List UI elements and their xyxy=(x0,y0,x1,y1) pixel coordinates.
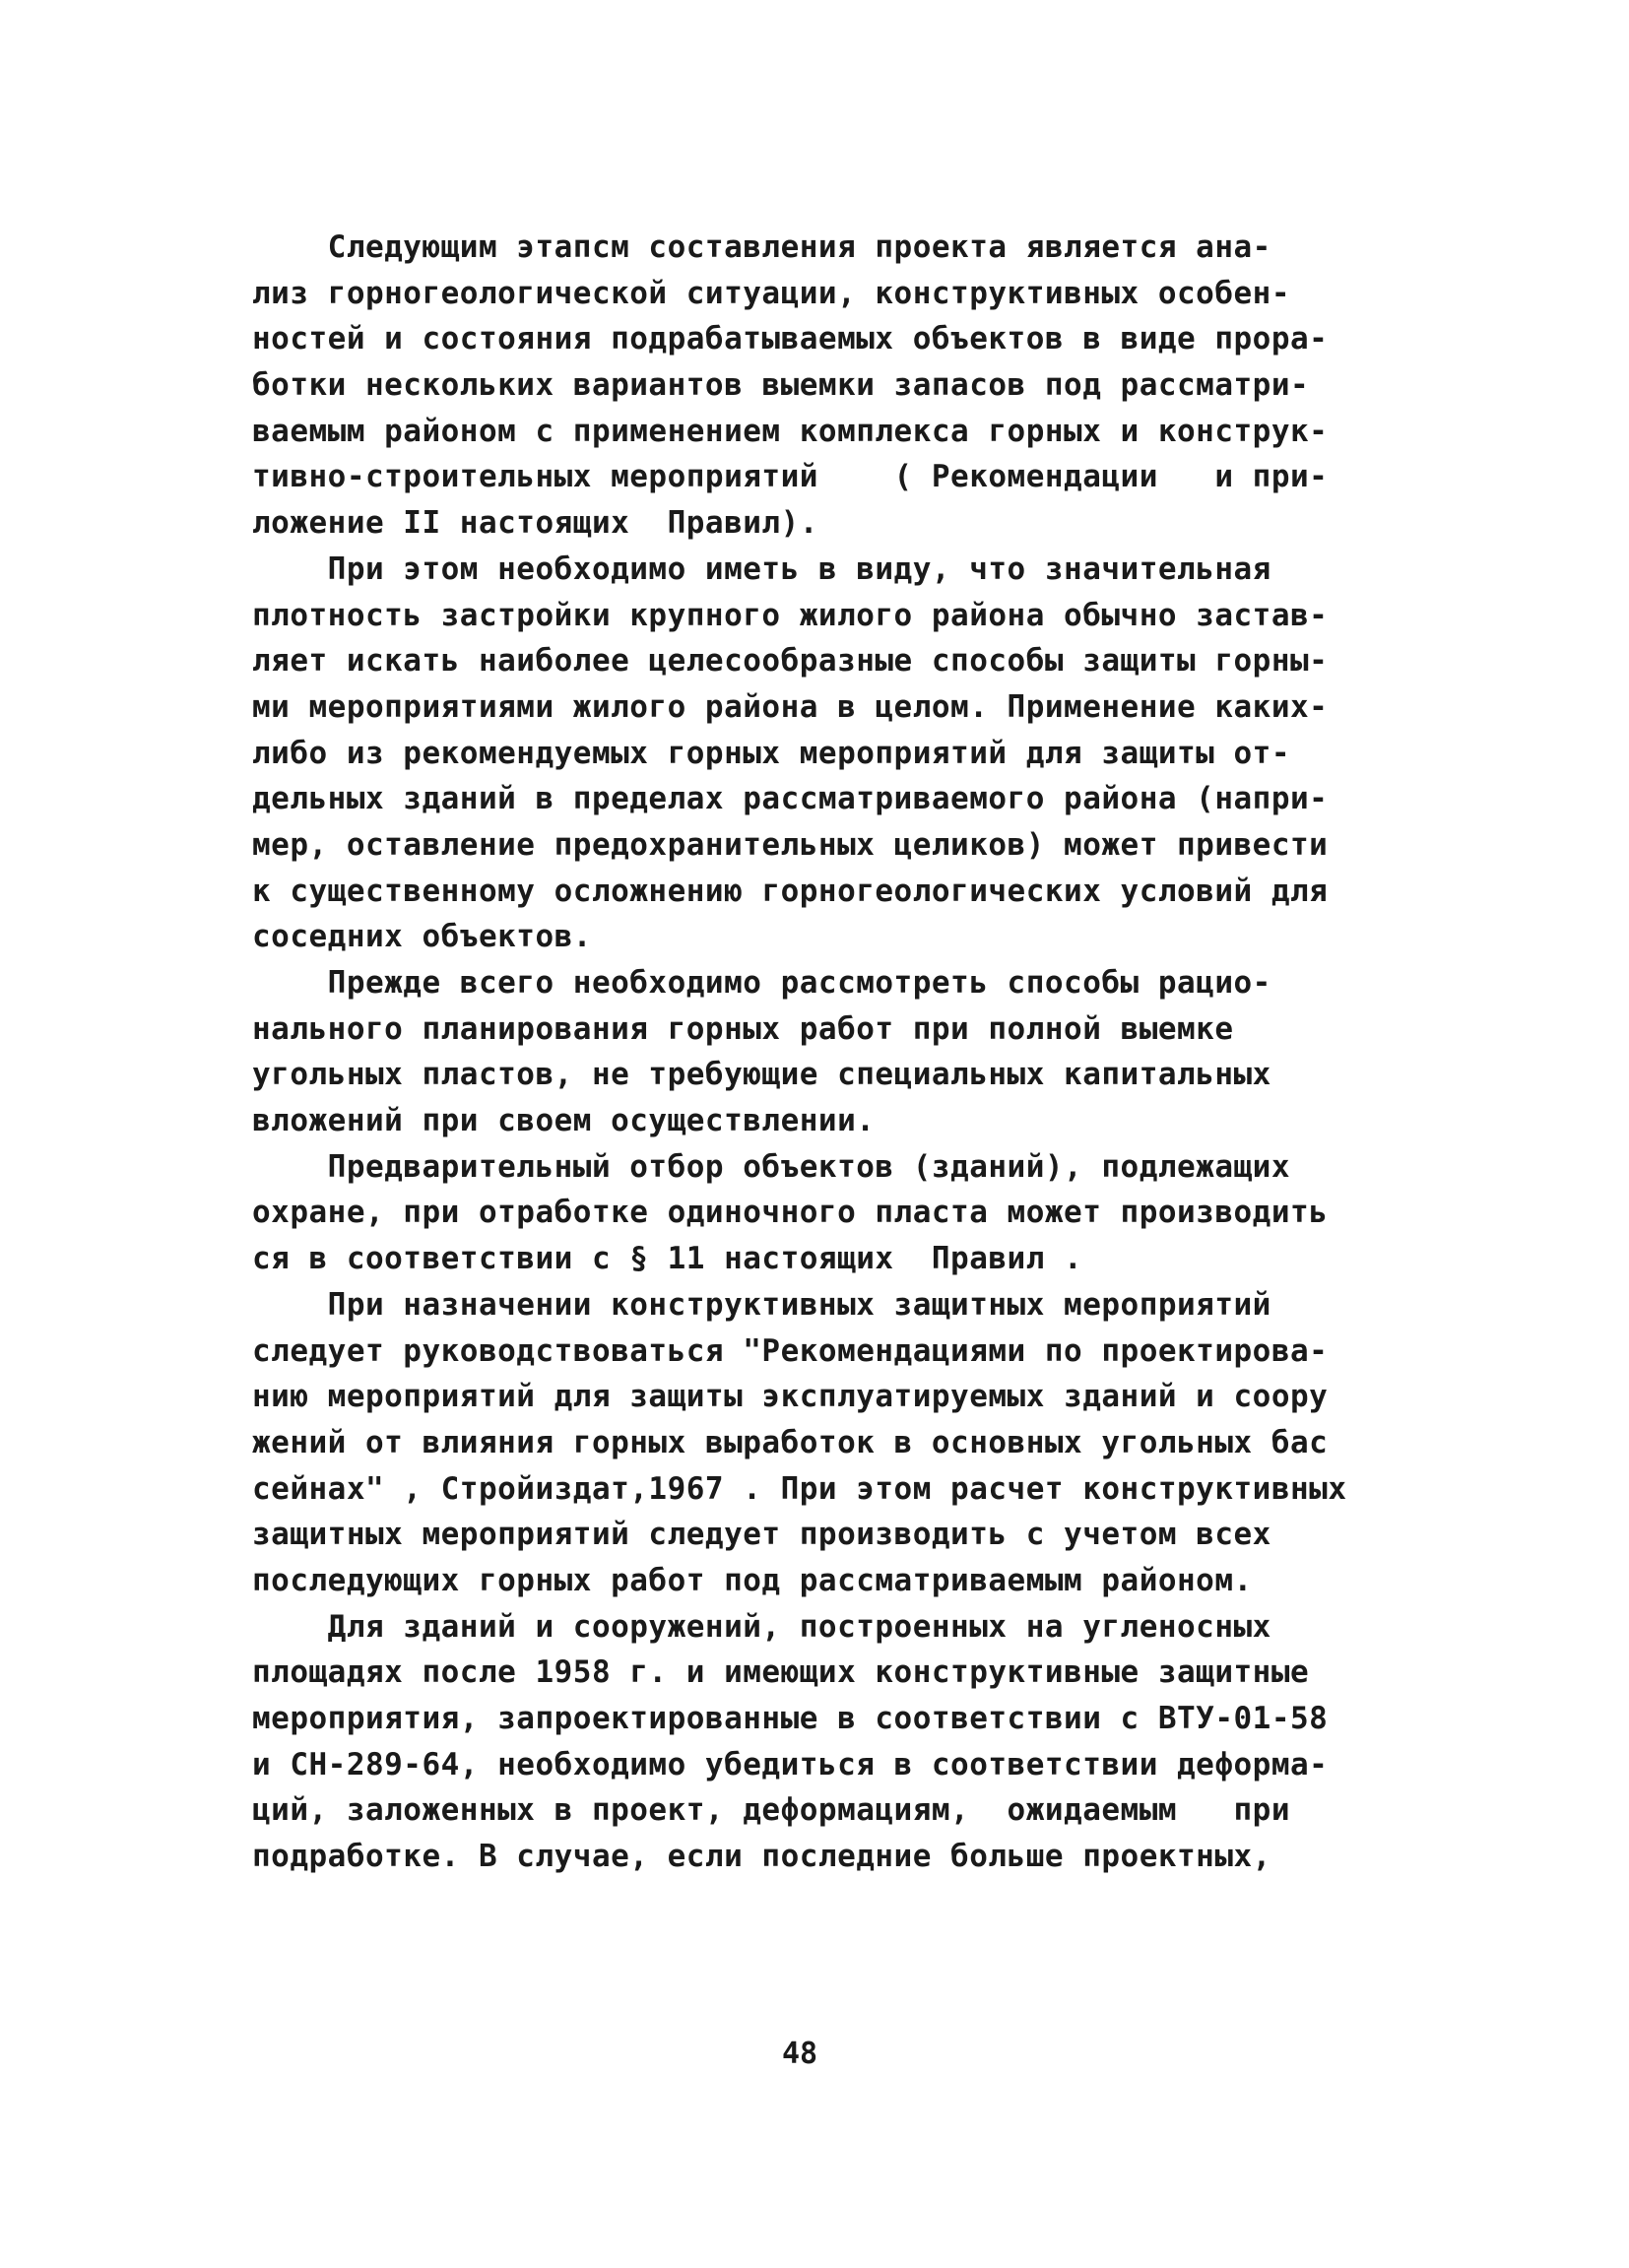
text-line: защитных мероприятий следует производить с учетом всех xyxy=(252,1517,1271,1553)
text-line: нального планирования горных работ при полной выемке xyxy=(252,1010,1234,1047)
text-line: жений от влияния горных выработок в основных угольных бас xyxy=(252,1424,1329,1460)
text-line: к существенному осложнению горногеологических условий для xyxy=(252,873,1329,909)
text-line: ся в соответствии с § 11 настоящих Правил . xyxy=(252,1241,1083,1277)
text-line: нию мероприятий для защиты эксплуатируемых зданий и соору xyxy=(252,1379,1329,1415)
text-line: лиз горногеологической ситуации, конструктивных особен- xyxy=(252,275,1290,311)
text-line: тивно-строительных мероприятий ( Рекомендации и при- xyxy=(252,459,1329,495)
text-line: ми мероприятиями жилого района в целом. Применение каких- xyxy=(252,688,1329,725)
text-line: ляет искать наиболее целесообразные способы защиты горны- xyxy=(252,643,1329,680)
page-number: 48 xyxy=(781,2037,818,2071)
text-line: При назначении конструктивных защитных мероприятий xyxy=(252,1286,1271,1323)
text-line: мероприятия, запроектированные в соответствии с ВТУ-01-58 xyxy=(252,1701,1329,1736)
text-line: подработке. В случае, если последние больше проектных, xyxy=(252,1839,1271,1875)
text-line: ций, заложенных в проект, деформациям, ожидаемым при xyxy=(252,1792,1290,1829)
text-line: соседних объектов. xyxy=(252,919,592,955)
text-line: и СН-289-64, необходимо убедиться в соответствии деформа- xyxy=(252,1746,1329,1782)
text-line: сейнах" , Стройиздат,1967 . При этом расчет конструктивных xyxy=(252,1470,1347,1507)
text-line: охране, при отработке одиночного пласта может производить xyxy=(252,1195,1329,1231)
text-line: Прежде всего необходимо рассмотреть способы рацио- xyxy=(252,965,1271,1001)
text-line: Предварительный отбор объектов (зданий), подлежащих xyxy=(252,1148,1290,1185)
text-line: ваемым районом с применением комплекса горных и конструк- xyxy=(252,413,1329,449)
text-line: плотность застройки крупного жилого района обычно застав- xyxy=(252,597,1329,633)
text-line: ботки нескольких вариантов выемки запасов под рассматри- xyxy=(252,367,1310,404)
body-text xyxy=(252,225,1377,1880)
text-line: дельных зданий в пределах рассматриваемого района (напри- xyxy=(252,781,1329,817)
text-line: площадях после 1958 г. и имеющих конструктивные защитные xyxy=(252,1654,1310,1691)
text-line: ложение II настоящих Правил). xyxy=(252,505,818,542)
text-line: угольных пластов, не требующие специальных капитальных xyxy=(252,1057,1271,1093)
text-line: вложений при своем осуществлении. xyxy=(252,1103,876,1139)
text-line: либо из рекомендуемых горных мероприятий для защиты от- xyxy=(252,735,1290,771)
text-line: При этом необходимо иметь в виду, что значительная xyxy=(252,551,1271,587)
text-line: мер, оставление предохранительных целиков) может привести xyxy=(252,826,1329,863)
text-line: следует руководствоваться "Рекомендациями по проектирова- xyxy=(252,1332,1329,1369)
text-line: последующих горных работ под рассматриваемым районом. xyxy=(252,1562,1253,1598)
text-line: Следующим этапсм составления проекта является ана- xyxy=(252,229,1271,265)
text-line: ностей и состояния подрабатываемых объектов в виде прора- xyxy=(252,321,1329,357)
text-line: Для зданий и сооружений, построенных на угленосных xyxy=(252,1608,1271,1645)
